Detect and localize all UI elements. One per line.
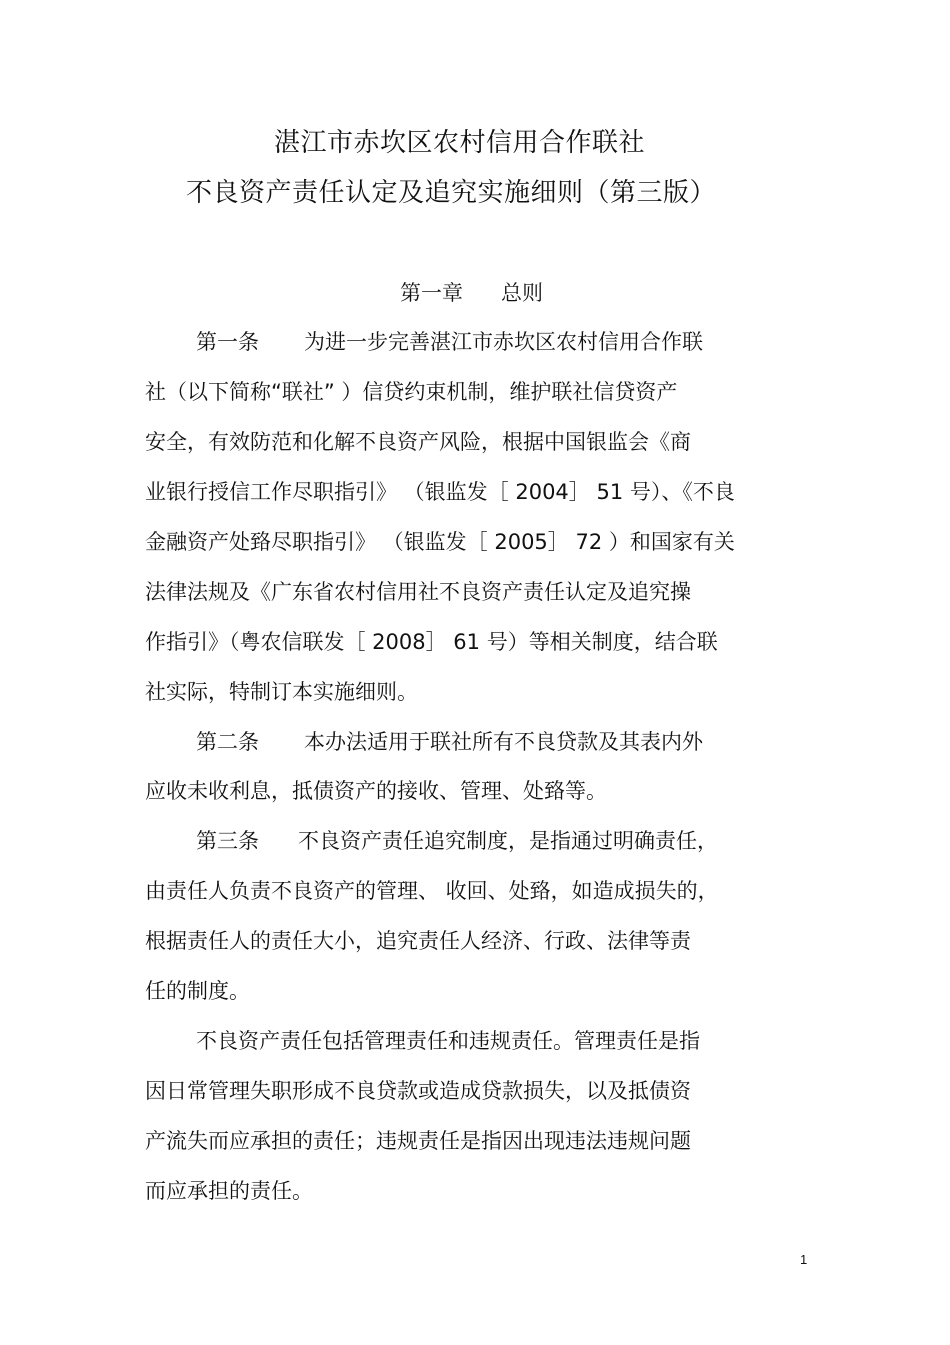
paragraph-line: 任的制度。 [145, 979, 250, 1003]
paragraph-line: 作指引》（粤农信联发［ 2008］ 61 号）等相关制度，结合联 [145, 630, 718, 654]
paragraph-line: 本办法适用于联社所有不良贷款及其表内外 [304, 730, 703, 754]
paragraph-line: 社（以下简称“联社” ）信贷约束机制，维护联社信贷资产 [145, 380, 678, 404]
article-1-first-line [196, 327, 703, 357]
paragraph-line: 业银行授信工作尽职指引》 （银监发［ 2004］ 51 号）、《不良 [145, 480, 735, 504]
paragraph-line: 不良资产责任包括管理责任和违规责任。管理责任是指 [196, 1029, 700, 1053]
paragraph-line: 金融资产处臵尽职指引》 （银监发［ 2005］ 72 ）和国家有关 [145, 530, 735, 554]
paragraph-line: 由责任人负责不良资产的管理、 收回、处臵，如造成损失的， [145, 879, 719, 903]
article-3-label: 第三条 [196, 829, 259, 853]
paragraph-line: 社实际，特制订本实施细则。 [145, 680, 418, 704]
article-2-first-line [196, 727, 703, 757]
paragraph-line: 应收未收利息，抵债资产的接收、管理、处臵等。 [145, 779, 607, 803]
chapter-name: 总则 [501, 281, 543, 305]
article-2-label: 第二条 [196, 730, 259, 754]
article-3-first-line [196, 826, 718, 856]
chapter-number: 第一章 [400, 281, 463, 305]
document-title-line-2: 不良资产责任认定及追究实施细则（第三版） [186, 178, 717, 208]
paragraph-line: 而应承担的责任。 [145, 1179, 313, 1203]
document-title-line-1: 湛江市赤坎区农村信用合作联社 [274, 128, 646, 158]
paragraph-line: 产流失而应承担的责任；违规责任是指因出现违法违规问题 [145, 1129, 691, 1153]
paragraph-line: 不良资产责任追究制度，是指通过明确责任， [298, 829, 718, 853]
paragraph-line: 因日常管理失职形成不良贷款或造成贷款损失，以及抵债资 [145, 1079, 691, 1103]
page-number: 1 [800, 1252, 808, 1267]
article-1-label: 第一条 [196, 330, 259, 354]
paragraph-line: 安全，有效防范和化解不良资产风险，根据中国银监会《商 [145, 430, 691, 454]
paragraph-line: 法律法规及《广东省农村信用社不良资产责任认定及追究操 [145, 580, 691, 604]
paragraph-line: 为进一步完善湛江市赤坎区农村信用合作联 [304, 330, 703, 354]
paragraph-line: 根据责任人的责任大小，追究责任人经济、行政、法律等责 [145, 929, 691, 953]
chapter-heading [400, 277, 543, 307]
